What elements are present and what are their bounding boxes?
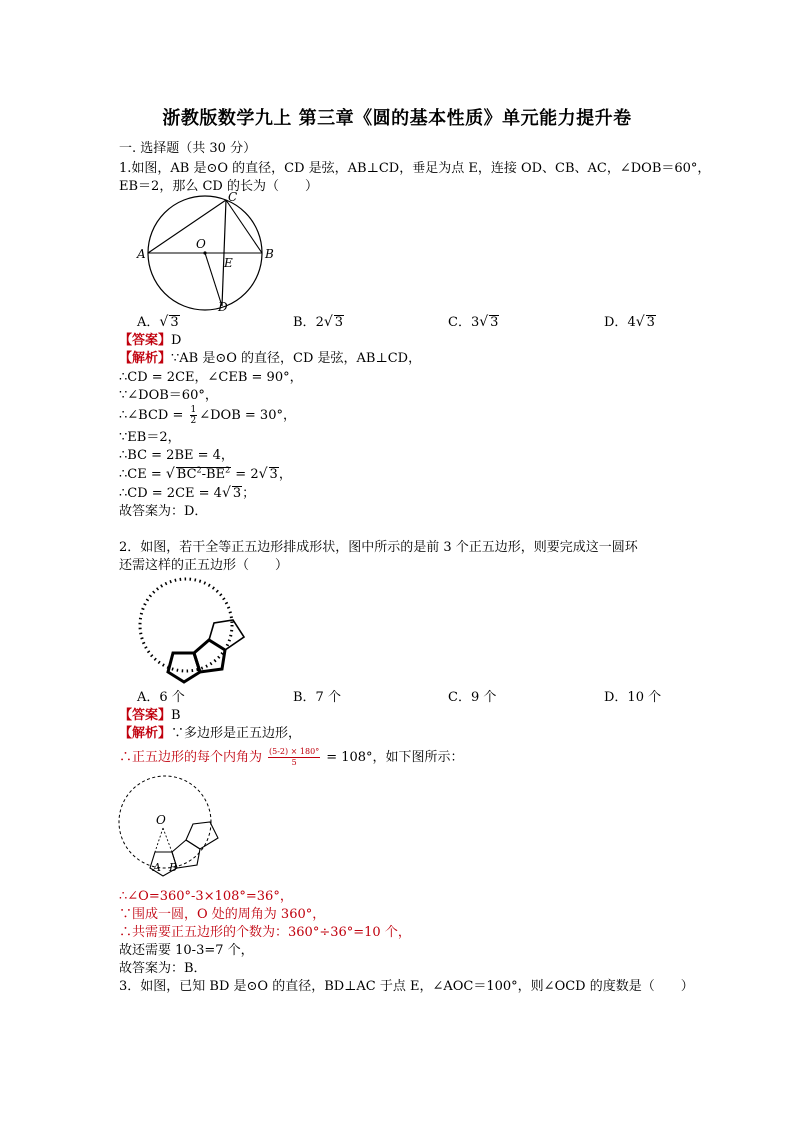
q2-analysis-3: ∴∠O=360°-3×108°=36°， <box>119 889 293 904</box>
q1-label-e: E <box>224 256 233 270</box>
page-title: 浙教版数学九上 第三章《圆的基本性质》单元能力提升卷 <box>162 108 632 129</box>
q2-analysis-label-a: A <box>153 861 161 874</box>
q1-analysis-9: 故答案为：D． <box>119 504 208 519</box>
q2-stem-line1: 2．如图，若干全等正五边形排成形状，图中所示的是前 3 个正五边形，则要完成这一圆环 <box>119 540 638 555</box>
q1-label-d: D <box>218 300 228 314</box>
q2-option-a: A．6 个 <box>137 690 185 705</box>
q2-option-b: B．7 个 <box>293 690 341 705</box>
q2-pentagon-2 <box>194 640 225 672</box>
q2-dotted-ring <box>140 579 232 671</box>
q1-analysis-1: 【解析】∵AB 是⊙O 的直径，CD 是弦，AB⊥CD， <box>119 351 422 366</box>
q2-analysis-line-ob <box>163 828 172 852</box>
q2-pentagon-3 <box>209 620 244 650</box>
q2-analysis-line-oa <box>155 828 163 852</box>
q1-answer: 【答案】D <box>119 333 182 348</box>
q1-label-c: C <box>228 190 238 204</box>
q2-option-d: D．10 个 <box>604 690 662 705</box>
q1-analysis-8: ∴CD = 2CE = 4√ 3； <box>119 485 256 501</box>
q1-label-a: A <box>137 247 146 261</box>
q2-analysis-2: ∴正五边形的每个内角为 $\frac{(5-2) \times 180^\circ}{5}$ = 108°，如下图所示： <box>119 747 464 767</box>
q2-stem-line2: 还需这样的正五边形（ ） <box>119 558 289 573</box>
q1-center-dot <box>203 251 206 254</box>
q2-pentagon-ring-figure <box>130 575 260 685</box>
q1-analysis-4: ∴∠BCD = $\frac{1}{2}$ ∠DOB = 30°， <box>119 405 296 426</box>
q1-stem-line2: EB＝2，那么 CD 的长为（ ） <box>119 179 318 194</box>
q2-analysis-label-b: B <box>169 861 178 874</box>
q1-segment-od <box>205 253 222 306</box>
q1-stem-line1: 1.如图，AB 是⊙O 的直径，CD 是弦，AB⊥CD，垂足为点 E，连接 OD、CB、AC，∠DOB＝60°， <box>119 161 711 176</box>
q1-label-o: O <box>196 237 206 251</box>
q1-analysis-2: ∴CD = 2CE，∠CEB = 90°， <box>119 370 303 385</box>
q1-option-b: B．2√ 3 <box>293 314 344 330</box>
q1-segment-cb <box>226 200 262 253</box>
q2-analysis-6: 故还需要 10-3=7 个， <box>119 943 254 958</box>
q1-segment-ac <box>148 200 226 253</box>
q1-analysis-6: ∴BC = 2BE = 4， <box>119 448 234 463</box>
q2-analysis-1: 【解析】∵多边形是正五边形， <box>119 726 302 741</box>
q2-analysis-7: 故答案为：B． <box>119 961 207 976</box>
q1-analysis-5: ∵EB＝2， <box>119 430 181 445</box>
q2-analysis-figure <box>117 772 227 882</box>
q1-label-b: B <box>265 247 274 261</box>
q2-option-c: C．9 个 <box>448 690 497 705</box>
q1-analysis-7: ∴CE = √ $BC^2-BE^2 = 2√$ 3， <box>119 465 292 482</box>
q2-analysis-pentagon-3 <box>186 822 218 849</box>
q2-analysis-label-o: O <box>156 813 166 827</box>
q1-option-d: D．4√ 3 <box>604 314 655 330</box>
q1-option-a: A．√ 3 <box>137 314 179 330</box>
q1-option-c: C．3√ 3 <box>448 314 499 330</box>
q1-circle-figure <box>130 190 280 315</box>
q3-stem-line1: 3．如图，已知 BD 是⊙O 的直径，BD⊥AC 于点 E，∠AOC＝100°，则∠OCD 的度数是（ ） <box>119 979 694 994</box>
q2-analysis-4: ∵围成一圆，O 处的周角为 360°， <box>119 907 326 922</box>
q2-answer: 【答案】B <box>119 708 181 723</box>
section-heading: 一. 选择题（共 30 分） <box>119 141 257 156</box>
q1-analysis-3: ∵∠DOB＝60°， <box>119 388 218 403</box>
q2-analysis-5: ∴共需要正五边形的个数为：360°÷36°=10 个， <box>119 925 411 940</box>
